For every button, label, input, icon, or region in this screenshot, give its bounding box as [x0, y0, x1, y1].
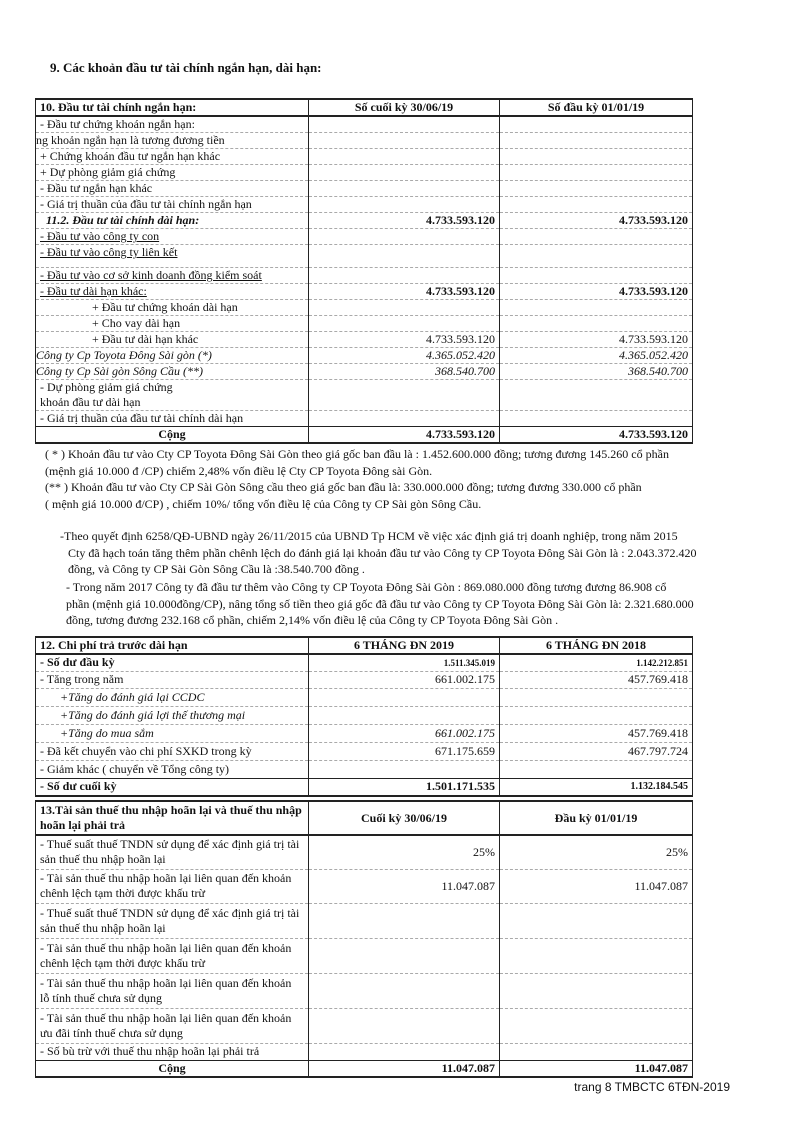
row-label: - Số bù trừ với thuế thu nhập hoãn lại phải trả	[36, 1043, 309, 1060]
row-value-start: 11.047.087	[500, 869, 693, 903]
table-total-row	[36, 1060, 693, 1077]
row-value-end: 25%	[309, 835, 500, 869]
row-label-line2: chênh lệch tạm thời được khấu trừ	[40, 886, 205, 900]
table-row	[36, 213, 693, 229]
row-value-end: 11.047.087	[309, 869, 500, 903]
row-label: - Đầu tư vào cơ sở kinh doanh đồng kiểm soát	[36, 268, 309, 284]
row-value-2019: 1.511.345.019	[309, 654, 500, 671]
row-label	[36, 380, 309, 411]
row-value-end	[309, 245, 500, 268]
row-value-start	[500, 938, 693, 973]
table-row	[36, 654, 693, 671]
table-row	[36, 165, 693, 181]
row-label: Công ty Cp Sài gòn Sông Cầu (**)	[36, 364, 309, 380]
row-value-start: 4.733.593.120	[500, 284, 693, 300]
row-value-start	[500, 1008, 693, 1043]
table-10-investments	[35, 98, 693, 444]
row-value-start	[500, 181, 693, 197]
table-row	[36, 973, 693, 1008]
row-value-end: 4.365.052.420	[309, 348, 500, 364]
row-value-2018	[500, 688, 693, 706]
row-label: - Đầu tư dài hạn khác:	[36, 284, 309, 300]
table-row	[36, 245, 693, 268]
paragraph-line: phần (mệnh giá 10.000đồng/CP), nâng tổng số tiền theo giá gốc đã đầu tư vào Công ty CP Toyota Đông Sài Gòn là: 2.321.680.000	[66, 596, 694, 611]
row-label: - Đầu tư vào công ty con	[36, 229, 309, 245]
row-value-start	[500, 411, 693, 427]
table-row	[36, 869, 693, 903]
row-value-2019: 1.501.171.535	[309, 778, 500, 796]
row-label	[36, 1008, 309, 1043]
table-row	[36, 778, 693, 796]
row-value-start	[500, 1043, 693, 1060]
row-value-start: 4.733.593.120	[500, 213, 693, 229]
row-value-start	[500, 903, 693, 938]
row-value-end	[309, 181, 500, 197]
row-value-end	[309, 316, 500, 332]
row-value-end	[309, 938, 500, 973]
row-value-start	[500, 165, 693, 181]
row-label: - Giảm khác ( chuyển về Tổng công ty)	[36, 760, 309, 778]
total-value-end: 11.047.087	[309, 1060, 500, 1077]
total-value-end: 4.733.593.120	[309, 427, 500, 444]
row-label-line1: - Tài sản thuế thu nhập hoãn lại liên quan đến khoản	[40, 871, 292, 885]
row-label: + Dự phòng giảm giá chứng	[36, 165, 309, 181]
row-value-2018: 457.769.418	[500, 671, 693, 688]
row-label: Công ty Cp Toyota Đông Sài gòn (*)	[36, 348, 309, 364]
row-label: +Tăng do mua sắm	[36, 724, 309, 742]
row-value-end: 4.733.593.120	[309, 213, 500, 229]
table-row	[36, 116, 693, 133]
row-label-line1: - Thuế suất thuế TNDN sử dụng để xác định giá trị tài	[40, 837, 300, 852]
row-value-start: 368.540.700	[500, 364, 693, 380]
row-value-end	[309, 973, 500, 1008]
table-row	[36, 411, 693, 427]
table-13-header-label	[36, 801, 309, 835]
row-label: - Giá trị thuần của đầu tư tài chính dài hạn	[36, 411, 309, 427]
paragraph-line: Cty đã hạch toán tăng thêm phần chênh lệch do đánh giá lại khoản đầu tư vào Công ty CP Toyota Đông Sài Gòn là : 2.043.372.420	[68, 545, 697, 560]
row-label-line1: - Tài sản thuế thu nhập hoãn lại liên quan đến khoản	[40, 940, 292, 955]
table-row	[36, 688, 693, 706]
row-value-start	[500, 300, 693, 316]
table-row	[36, 1008, 693, 1043]
row-value-start	[500, 316, 693, 332]
paragraph-line: - Trong năm 2017 Công ty đã đầu tư thêm vào Công ty CP Toyota Đông Sài Gòn : 869.080.000 đồng tương đương 86.908 cổ	[66, 580, 667, 594]
table-row	[36, 706, 693, 724]
table-row	[36, 1043, 693, 1060]
paragraph-line: đồng, tương đương 232.168 cổ phần, chiếm 2,14% vốn điều lệ của Công ty CP Toyota Đông Sài Gòn .	[66, 613, 559, 627]
row-label: - Đầu tư ngắn hạn khác	[36, 181, 309, 197]
table-row	[36, 938, 693, 973]
row-value-start: 25%	[500, 835, 693, 869]
row-value-2018: 467.797.724	[500, 742, 693, 760]
table-row	[36, 742, 693, 760]
row-label-line1: - Thuế suất thuế TNDN sử dụng để xác định giá trị tài	[40, 905, 300, 920]
table-12-prepaid-expenses	[35, 636, 693, 797]
row-value-end	[309, 116, 500, 133]
row-label-line1: - Dự phòng giảm giá chứng	[40, 380, 173, 394]
table-row	[36, 724, 693, 742]
row-value-end	[309, 411, 500, 427]
row-label-line1: - Tài sản thuế thu nhập hoãn lại liên quan đến khoản	[40, 975, 292, 990]
table-13-header-end: Cuối kỳ 30/06/19	[309, 801, 500, 835]
row-label: - Giá trị thuần của đầu tư tài chính ngắn hạn	[36, 197, 309, 213]
table-10-header-start: Số đầu kỳ 01/01/19	[500, 99, 693, 116]
row-label: + Đầu tư dài hạn khác	[36, 332, 309, 348]
table-row	[36, 300, 693, 316]
note-line: (** ) Khoản đầu tư vào Cty CP Sài Gòn Sông cầu theo giá gốc ban đầu là: 330.000.000 đồng; tương đương 330.000 cổ phần	[45, 480, 642, 494]
table-row	[36, 149, 693, 165]
row-value-2019	[309, 706, 500, 724]
note-line: ( * ) Khoản đầu tư vào Cty CP Toyota Đông Sài Gòn theo giá gốc ban đầu là : 1.452.600.000 đồng; tương đương 145.260 cổ phần	[45, 447, 669, 461]
paragraph-revaluation	[60, 528, 697, 578]
row-value-end: 4.733.593.120	[309, 284, 500, 300]
row-label-line2: sản thuế thu nhập hoãn lại	[40, 920, 166, 935]
table-13-header-start: Đầu kỳ 01/01/19	[500, 801, 693, 835]
row-value-end	[309, 1043, 500, 1060]
row-value-end	[309, 149, 500, 165]
table-12-header-label: 12. Chi phí trả trước dài hạn	[36, 637, 309, 654]
table-12-header-2019: 6 THÁNG ĐN 2019	[309, 637, 500, 654]
table-row	[36, 284, 693, 300]
row-label: + Chứng khoán đầu tư ngắn hạn khác	[36, 149, 309, 165]
row-value-start: 4.733.593.120	[500, 332, 693, 348]
row-label-line2: chênh lệch tạm thời được khấu trừ	[40, 955, 205, 970]
row-value-2018	[500, 706, 693, 724]
table-row	[36, 364, 693, 380]
row-value-2018: 457.769.418	[500, 724, 693, 742]
row-value-end	[309, 197, 500, 213]
row-label: +Tăng do đánh giá lợi thế thương mại	[36, 706, 309, 724]
row-value-start	[500, 229, 693, 245]
table-row	[36, 229, 693, 245]
paragraph-additional-investment	[66, 579, 694, 629]
table-row	[36, 760, 693, 778]
row-label: +Tăng do đánh giá lại CCDC	[36, 688, 309, 706]
row-label-line2: lỗ tính thuế chưa sử dụng	[40, 990, 162, 1005]
row-value-start	[500, 133, 693, 149]
row-value-end	[309, 903, 500, 938]
row-value-start	[500, 973, 693, 1008]
row-label: ng khoản ngắn hạn là tương đương tiền	[36, 133, 309, 149]
row-value-start: 4.365.052.420	[500, 348, 693, 364]
table-10-header-label: 10. Đầu tư tài chính ngắn hạn:	[36, 99, 309, 116]
row-value-end	[309, 1008, 500, 1043]
row-value-end	[309, 268, 500, 284]
table-row	[36, 835, 693, 869]
note-line: ( mệnh giá 10.000 đ/CP) , chiếm 10%/ tổng vốn điều lệ của Công ty CP Sài gòn Sông Cầu.	[45, 496, 482, 511]
row-label: - Tăng trong năm	[36, 671, 309, 688]
table-row	[36, 348, 693, 364]
row-value-end	[309, 380, 500, 411]
row-value-end: 4.733.593.120	[309, 332, 500, 348]
table-13-deferred-tax	[35, 800, 693, 1078]
row-value-2018: 1.142.212.851	[500, 654, 693, 671]
row-label: - Đầu tư chứng khoán ngắn hạn:	[36, 116, 309, 133]
row-label: - Số dư đầu kỳ	[36, 654, 309, 671]
table-row	[36, 903, 693, 938]
row-value-start	[500, 197, 693, 213]
row-value-2019: 661.002.175	[309, 671, 500, 688]
row-value-2019: 661.002.175	[309, 724, 500, 742]
row-value-2019: 671.175.659	[309, 742, 500, 760]
page-footer: trang 8 TMBCTC 6TĐN-2019	[574, 1080, 730, 1094]
table-row	[36, 380, 693, 411]
table-row	[36, 316, 693, 332]
row-label-line2: khoản đầu tư dài hạn	[40, 395, 141, 409]
row-label	[36, 973, 309, 1008]
row-value-end	[309, 229, 500, 245]
table-row	[36, 268, 693, 284]
row-value-start	[500, 116, 693, 133]
paragraph-line: đồng, và Công ty CP Sài Gòn Sông Cầu là :38.540.700 đồng .	[68, 562, 365, 576]
total-value-start: 11.047.087	[500, 1060, 693, 1077]
row-label: - Số dư cuối kỳ	[36, 778, 309, 796]
row-label: - Đã kết chuyển vào chi phí SXKD trong kỳ	[36, 742, 309, 760]
header-line: 13.Tài sản thuế thu nhập hoãn lại và thuế thu nhập	[40, 803, 302, 817]
total-value-start: 4.733.593.120	[500, 427, 693, 444]
row-label-line2: ưu đãi tính thuế chưa sử dụng	[40, 1025, 183, 1040]
row-value-2018: 1.132.184.545	[500, 778, 693, 796]
header-line: hoãn lại phải trả	[40, 818, 126, 832]
row-label-line1: - Tài sản thuế thu nhập hoãn lại liên quan đến khoản	[40, 1010, 292, 1025]
section-9-title: 9. Các khoản đầu tư tài chính ngắn hạn, dài hạn:	[50, 60, 322, 75]
row-value-2018	[500, 760, 693, 778]
paragraph-line: -Theo quyết định 6258/QĐ-UBND ngày 26/11/2015 của UBND Tp HCM về việc xác định giá trị doanh nghiệp, trong năm 2015	[60, 529, 678, 543]
row-value-end	[309, 165, 500, 181]
table-12-header-2018: 6 THÁNG ĐN 2018	[500, 637, 693, 654]
row-value-end: 368.540.700	[309, 364, 500, 380]
row-value-start	[500, 149, 693, 165]
total-label: Cộng	[36, 1060, 309, 1077]
row-value-start	[500, 380, 693, 411]
row-value-2019	[309, 760, 500, 778]
table-row	[36, 671, 693, 688]
table-row	[36, 197, 693, 213]
table-10-header-end: Số cuối kỳ 30/06/19	[309, 99, 500, 116]
note-line: (mệnh giá 10.000 đ /CP) chiếm 2,48% vốn điều lệ Cty CP Toyota Đông sài Gòn.	[45, 463, 433, 478]
table-row	[36, 332, 693, 348]
row-label	[36, 869, 309, 903]
row-label: 11.2. Đầu tư tài chính dài hạn:	[36, 213, 309, 229]
row-label	[36, 835, 309, 869]
total-label: Cộng	[36, 427, 309, 444]
row-label-line2: sản thuế thu nhập hoãn lại	[40, 852, 166, 867]
row-label	[36, 938, 309, 973]
row-value-end	[309, 133, 500, 149]
row-value-2019	[309, 688, 500, 706]
row-value-start	[500, 245, 693, 268]
table-row	[36, 181, 693, 197]
row-label: + Cho vay dài hạn	[36, 316, 309, 332]
table-total-row	[36, 427, 693, 444]
note-star-1	[45, 446, 669, 512]
row-value-start	[500, 268, 693, 284]
row-value-end	[309, 300, 500, 316]
table-row	[36, 133, 693, 149]
row-label: + Đầu tư chứng khoán dài hạn	[36, 300, 309, 316]
row-label: - Đầu tư vào công ty liên kết	[36, 245, 309, 268]
row-label	[36, 903, 309, 938]
